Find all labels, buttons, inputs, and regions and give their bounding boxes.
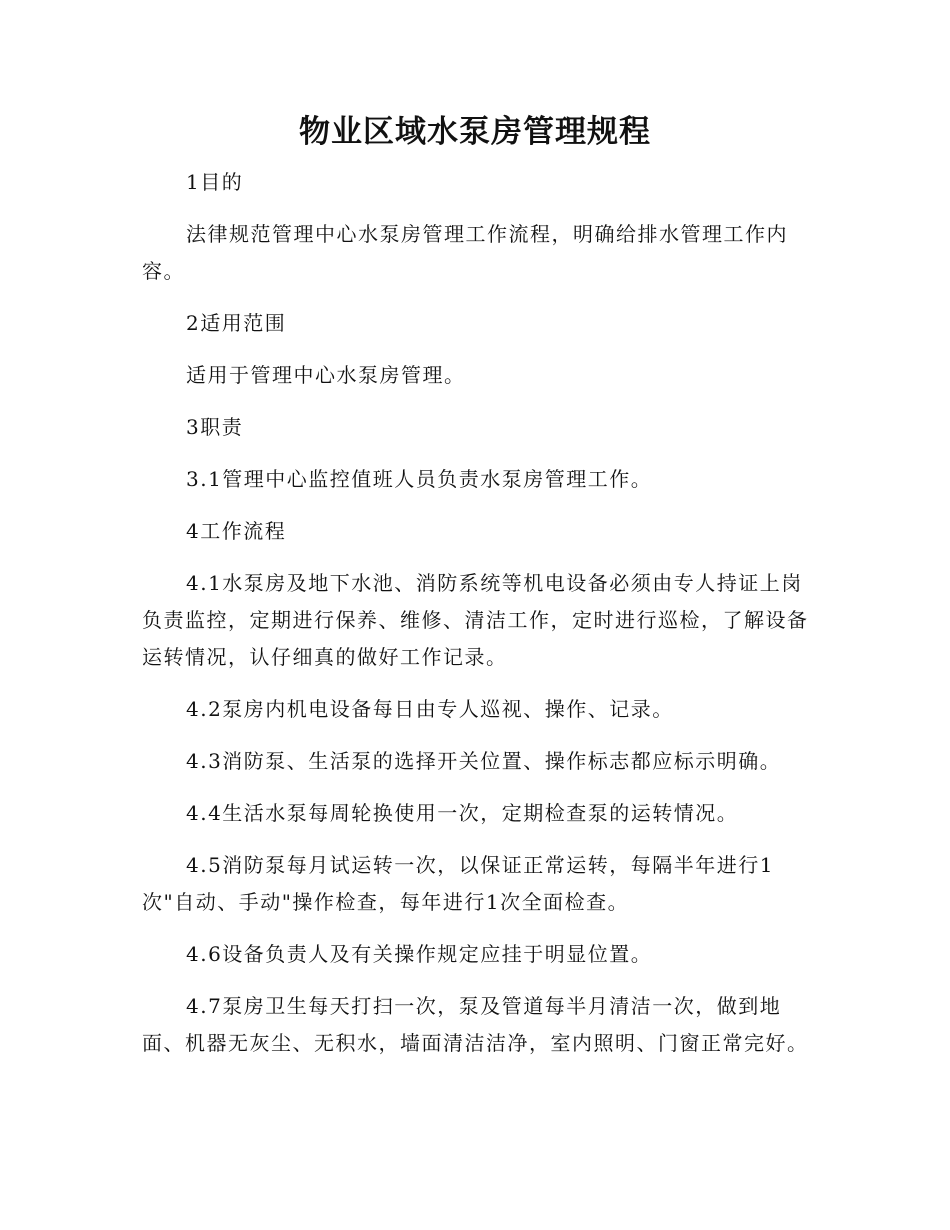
document-title: 物业区域水泵房管理规程: [299, 114, 651, 150]
paragraph-3-1: 3.1管理中心监控值班人员负责水泵房管理工作。: [186, 467, 653, 491]
paragraph-4-6: 4.6设备负责人及有关操作规定应挂于明显位置。: [186, 942, 653, 966]
document-body: [142, 164, 810, 1077]
heading-responsibility: 3职责: [186, 415, 244, 439]
heading-scope: 2适用范围: [186, 311, 287, 335]
paragraph-4-1: 4.1水泵房及地下水池、消防系统等机电设备必须由专人持证上岗负责监控，定期进行保养、维修、清洁工作，定时进行巡检，了解设备运转情况，认仔细真的做好工作记录。: [142, 571, 809, 669]
paragraph-4-4: 4.4生活水泵每周轮换使用一次，定期检查泵的运转情况。: [186, 801, 739, 825]
paragraph-4-3: 4.3消防泵、生活泵的选择开关位置、操作标志都应标示明确。: [186, 749, 782, 773]
paragraph-scope: 适用于管理中心水泵房管理。: [186, 363, 466, 387]
paragraph-purpose: 法律规范管理中心水泵房管理工作流程，明确给排水管理工作内容。: [142, 222, 788, 283]
heading-purpose: 1目的: [186, 170, 244, 194]
heading-workflow: 4工作流程: [186, 519, 287, 543]
paragraph-4-5: 4.5消防泵每月试运转一次，以保证正常运转，每隔半年进行1次"自动、手动"操作检查，每年进行1次全面检查。: [142, 853, 775, 914]
paragraph-4-2: 4.2泵房内机电设备每日由专人巡视、操作、记录。: [186, 697, 674, 721]
paragraph-4-7: 4.7泵房卫生每天打扫一次，泵及管道每半月清洁一次，做到地面、机器无灰尘、无积水，墙面清洁洁净，室内照明、门窗正常完好。: [142, 994, 809, 1055]
